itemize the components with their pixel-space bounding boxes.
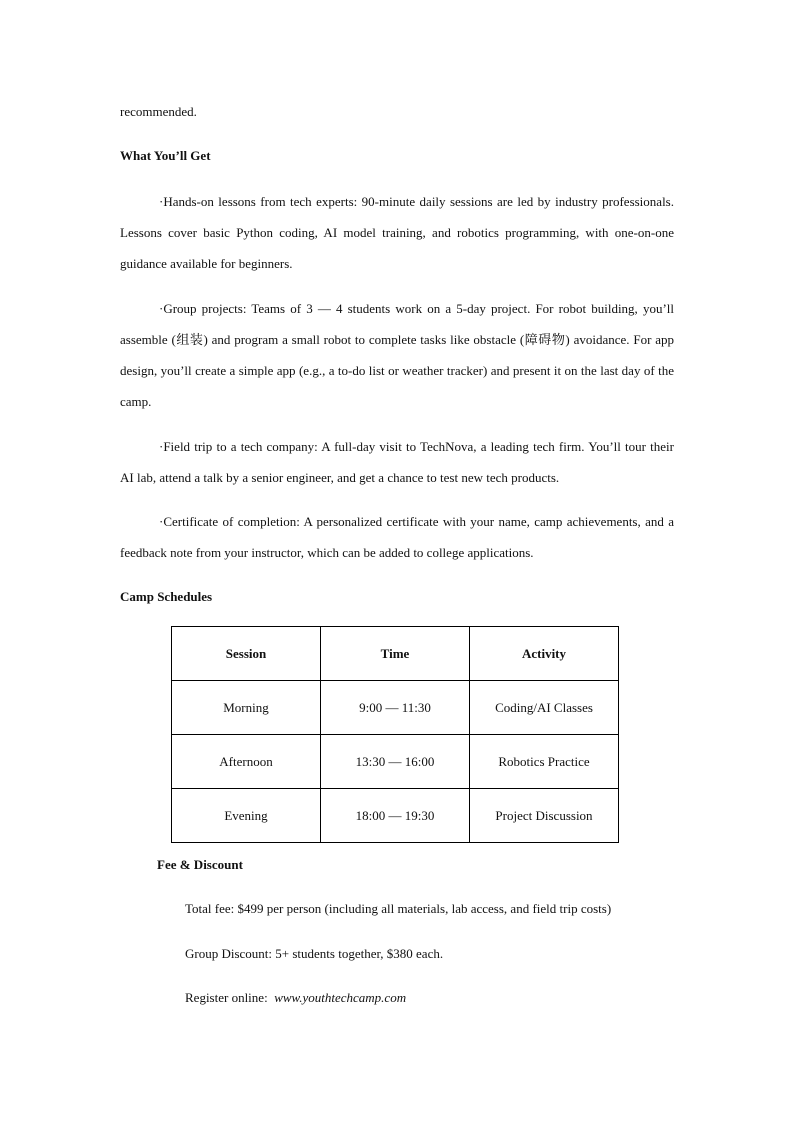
table-row <box>172 735 619 789</box>
time-cell: 18:00 — 19:30 <box>321 789 470 843</box>
table-row <box>172 789 619 843</box>
register-label: Register online: <box>185 990 268 1005</box>
column-header-time: Time <box>321 627 470 681</box>
activity-cell: Project Discussion <box>470 789 619 843</box>
activity-cell: Robotics Practice <box>470 735 619 789</box>
time-cell: 9:00 — 11:30 <box>321 681 470 735</box>
benefit-hands-on-lessons: ·Hands-on lessons from tech experts: 90-minute daily sessions are led by industry professionals. Lessons cover basic Python coding, AI model training, and robotics programming, with one-on-one guidance available for beginners. <box>120 194 674 271</box>
intro-text: recommended. <box>120 104 197 119</box>
schedule-table <box>171 626 619 843</box>
camp-schedules-heading: Camp Schedules <box>120 589 213 604</box>
session-cell: Afternoon <box>172 735 321 789</box>
session-cell: Evening <box>172 789 321 843</box>
benefit-certificate: ·Certificate of completion: A personalized certificate with your name, camp achievements, and a feedback note from your instructor, which can be added to college applications. <box>120 514 674 560</box>
total-fee-text: Total fee: $499 per person (including all materials, lab access, and field trip costs) <box>185 901 612 916</box>
fee-discount-heading: Fee & Discount <box>157 857 243 872</box>
what-you-get-heading: What You’ll Get <box>120 148 211 163</box>
column-header-session: Session <box>172 627 321 681</box>
register-line <box>185 990 406 1006</box>
table-row <box>172 681 619 735</box>
activity-cell: Coding/AI Classes <box>470 681 619 735</box>
benefit-field-trip: ·Field trip to a tech company: A full-day visit to TechNova, a leading tech firm. You’ll tour their AI lab, attend a talk by a senior engineer, and get a chance to test new tech products. <box>120 439 674 485</box>
column-header-activity: Activity <box>470 627 619 681</box>
schedule-header-row <box>172 627 619 681</box>
session-cell: Morning <box>172 681 321 735</box>
register-url-link[interactable]: www.youthtechcamp.com <box>274 990 407 1005</box>
group-discount-text: Group Discount: 5+ students together, $380 each. <box>185 946 444 961</box>
time-cell: 13:30 — 16:00 <box>321 735 470 789</box>
benefit-group-projects: ·Group projects: Teams of 3 — 4 students work on a 5-day project. For robot building, you’ll assemble (组装) and program a small robot to complete tasks like obstacle (障碍物) avoidance. For app design, you’ll create a simple app (e.g., a to-do list or weather tracker) and present it on the last day of the camp. <box>120 301 674 409</box>
